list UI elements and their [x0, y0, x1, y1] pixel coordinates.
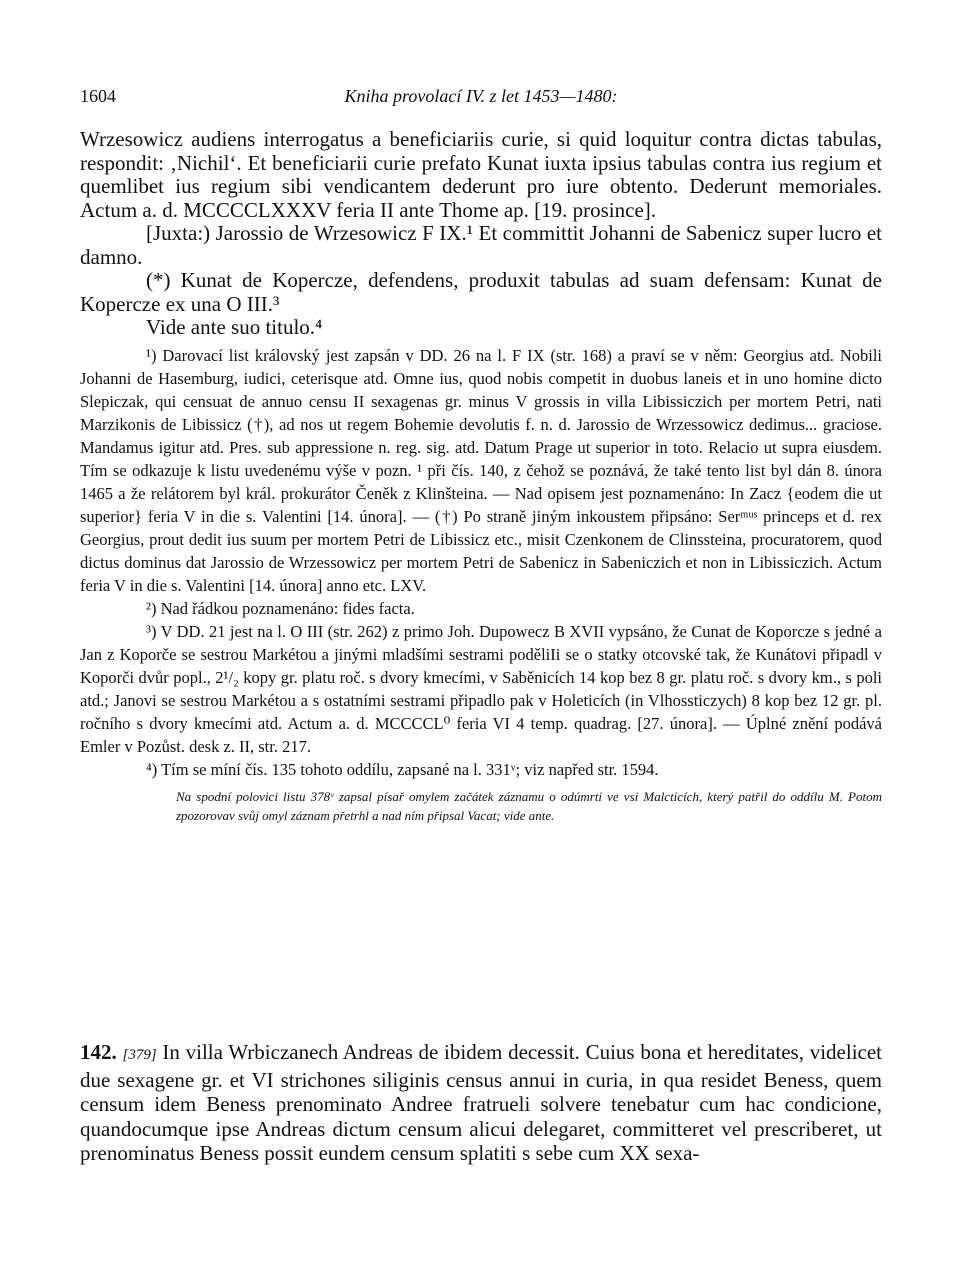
paragraph-1: Wrzesowicz audiens interrogatus a beneficiariis curie, si quid loquitur contra dictas tabulas, respondit: ‚Nichil‘. Et beneficiarii curie prefato Kunat iuxta ipsius tabulas contra ius regium et quemlibet ius regium sibi vendicantem dederunt pro iure obtento. Dederunt memoriales. Actum a. d. MCCCCLXXXV feria II ante Thome ap. [19. prosince].: [80, 127, 882, 222]
paragraph-4: Vide ante suo titulo.⁴: [146, 315, 323, 339]
paragraph-2: [Juxta:) Jarossio de Wrzesowicz F IX.¹ Et committit Johanni de Sabenicz super lucro et damno.: [80, 221, 882, 269]
entry-number: 142.: [80, 1040, 117, 1064]
page-header: [80, 86, 882, 110]
footnotes: [80, 344, 882, 825]
footnote-3: ³) V DD. 21 jest na l. O III (str. 262) z primo Joh. Dupowecz B XVII vypsáno, že Cunat de Koporcze s jedné a Jan z Koporče se sestrou Markétou a jinými mladšími sestrami poděliIi se o statky otcovské tak, že Kunátovi připadl v Koporči dvůr popl., 2¹/₂ kopy gr. platu roč. s dvory kmecími, v Saběnicích 14 kop bez 8 gr. platu roč. s dvory km., s poli atd.; Janovi se sestrou Markétou a s ostatními sestrami připadlo pak v Holeticích (in Vlhossticzych) 8 kop bez 12 gr. pl. ročního s dvory kmecími atd. Actum a. d. MCCCCL⁰ feria VI 4 temp. quadrag. [27. února]. — Úplné znění podává Emler v Pozůst. desk z. II, str. 217.: [80, 621, 882, 756]
footnote-2: ²) Nad řádkou poznamenáno: fides facta.: [146, 598, 415, 618]
main-text: [80, 128, 882, 825]
footnote-1: ¹) Darovací list královský jest zapsán v DD. 26 na l. F IX (str. 168) a praví se v něm: Georgius atd. Nobili Johanni de Hasemburg, iudici, ceterisque atd. Omne ius, quod nobis competit in duobus laneis et in uno homine dicto Slepiczak, qui censuat de annuo censu II sexagenas gr. minus V grossis in villa Libissiczich per mortem Petri, nati Marzikonis de Libissicz (†), ad nos ut regem Bohemie devolutis f. n. d. Jarossio de Wrzessowicz dedimus... graciose. Mandamus igitur atd. Pres. sub appressione n. reg. sig. atd. Datum Prage ut superior in toto. Relacio ut supra eiusdem. Tím se odkazuje k listu uvedenému výše v pozn. ¹ při čís. 140, z čehož se poznává, že také tento list byl dán 8. února 1465 a že relátorem byl král. prokurátor Čeněk z Klinšteina. — Nad opisem jest poznamenáno: In Zacz {eodem die ut superior} feria V in die s. Valentini [14. února]. — (†) Po straně jiným inkoustem připsáno: Serᵐᵘˢ princeps et d. rex Georgius, prout dedit ius suum per mortem Petri de Libissicz etc., misit Czenkonem de Clinssteina, procuratorem, quod dictus dominus dat Jarossio de Wrzessowicz per mortem Petri de Sabenicz in Sabeniczich et non in Libissiczich. Actum feria V in die s. Valentini [14. února] anno etc. LXV.: [80, 345, 882, 595]
footnote-4: ⁴) Tím se míní čís. 135 tohoto oddílu, zapsané na l. 331ᵛ; viz napřed str. 1594.: [146, 759, 659, 779]
editorial-note: Na spodní polovici listu 378ᵛ zapsal písař omylem začátek záznamu o odúmrti ve vsi Malcticích, který patřil do oddílu M. Potom zpozorovav svůj omyl záznam přetrhl a nad ním připsal Vacat; vide ante.: [176, 788, 882, 823]
page-number: 1604: [80, 86, 116, 106]
entry-folio-ref: [379]: [122, 1047, 157, 1063]
entry-text: In villa Wrbiczanech Andreas de ibidem decessit. Cuius bona et hereditates, videlicet due sexagene gr. et VI strichones siliginis census annui in curia, in qua residet Beness, quem censum idem Beness prenominato Andree fratrueli solvere tenebatur cum hac condicione, quandocumque ipse Andreas dictum censum alicui delegaret, committeret vel prescriberet, ut prenominatus Beness possit eundem censum splatiti s sebe cum XX sexa-: [80, 1040, 882, 1165]
running-title: Kniha provolací IV. z let 1453—1480:: [344, 86, 618, 106]
entry-142: [80, 1040, 882, 1166]
paragraph-3: (*) Kunat de Kopercze, defendens, produxit tabulas ad suam defensam: Kunat de Kopercze ex una O III.³: [80, 268, 882, 316]
